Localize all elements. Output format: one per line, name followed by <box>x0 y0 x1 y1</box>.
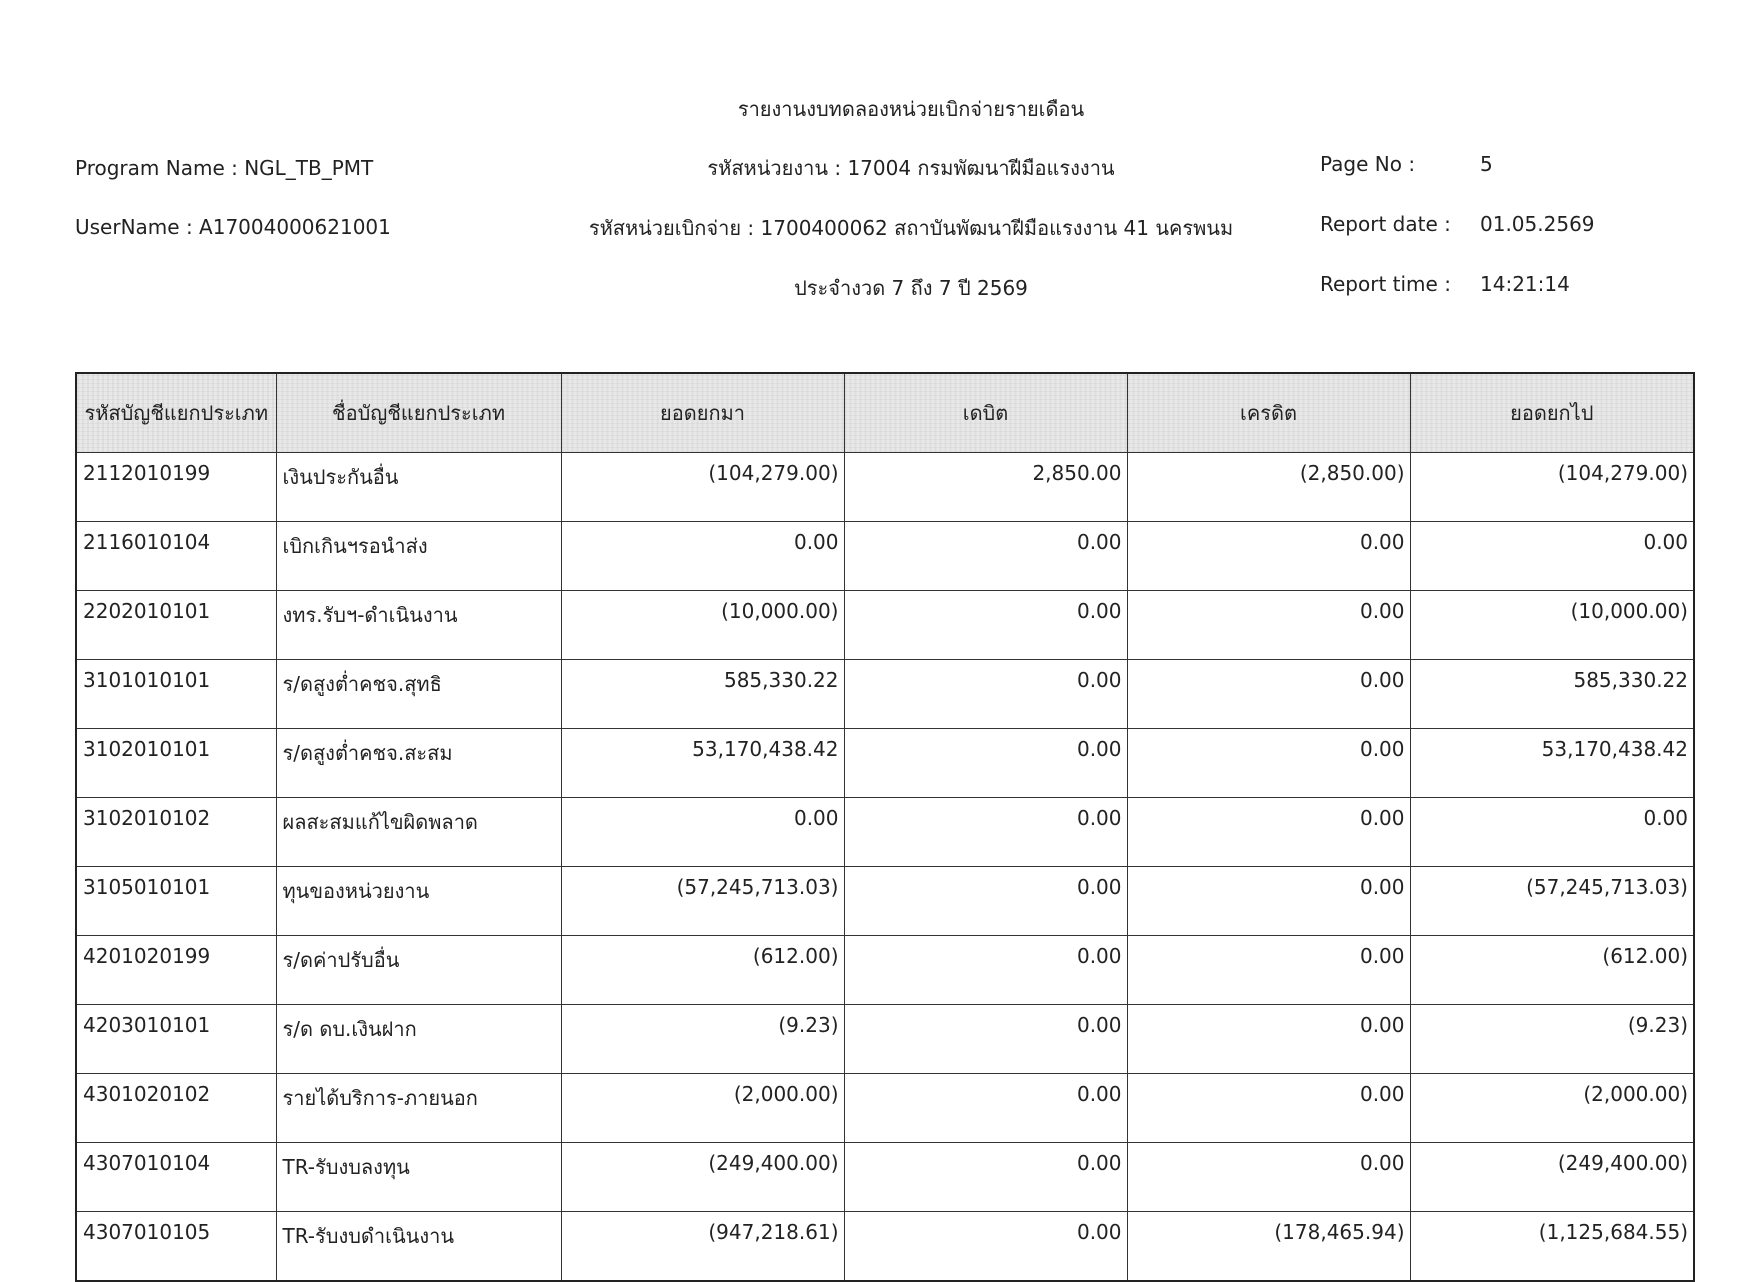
cell-closing-balance: 0.00 <box>1410 798 1694 867</box>
report-title: รายงานงบทดลองหน่วยเบิกจ่ายรายเดือน <box>737 97 1085 121</box>
cell-account-name: ผลสะสมแก้ไขผิดพลาด <box>276 798 561 867</box>
cell-opening-balance: (57,245,713.03) <box>561 867 844 936</box>
report-time-value: 14:21:14 <box>1480 272 1570 296</box>
cell-account-code: 3105010101 <box>76 867 276 936</box>
report-date-value: 01.05.2569 <box>1480 212 1595 236</box>
page-no-label: Page No : <box>1320 152 1416 176</box>
cell-opening-balance: (104,279.00) <box>561 453 844 522</box>
cell-closing-balance: (249,400.00) <box>1410 1143 1694 1212</box>
cell-debit: 0.00 <box>844 660 1127 729</box>
header-account-code: รหัสบัญชีแยกประเภท <box>76 373 276 453</box>
cell-account-code: 3102010101 <box>76 729 276 798</box>
cell-account-name: งทร.รับฯ-ดำเนินงาน <box>276 591 561 660</box>
table-row <box>76 660 1694 729</box>
cell-credit: 0.00 <box>1127 1074 1410 1143</box>
cell-opening-balance: (249,400.00) <box>561 1143 844 1212</box>
cell-opening-balance: (10,000.00) <box>561 591 844 660</box>
table-row <box>76 867 1694 936</box>
cell-debit: 0.00 <box>844 522 1127 591</box>
cell-closing-balance: (9.23) <box>1410 1005 1694 1074</box>
cell-credit: 0.00 <box>1127 867 1410 936</box>
table-row <box>76 522 1694 591</box>
cell-closing-balance: 53,170,438.42 <box>1410 729 1694 798</box>
cell-credit: (178,465.94) <box>1127 1212 1410 1282</box>
cell-credit: 0.00 <box>1127 522 1410 591</box>
cell-closing-balance: (2,000.00) <box>1410 1074 1694 1143</box>
agency-code: รหัสหน่วยงาน : 17004 กรมพัฒนาฝีมือแรงงาน <box>707 156 1115 180</box>
table-row <box>76 591 1694 660</box>
cell-debit: 0.00 <box>844 1143 1127 1212</box>
cell-credit: 0.00 <box>1127 729 1410 798</box>
cell-account-name: เงินประกันอื่น <box>276 453 561 522</box>
header-credit: เครดิต <box>1127 373 1410 453</box>
cell-debit: 2,850.00 <box>844 453 1127 522</box>
report-time-label: Report time : <box>1320 272 1451 296</box>
cell-debit: 0.00 <box>844 867 1127 936</box>
cell-account-name: TR-รับงบดำเนินงาน <box>276 1212 561 1282</box>
table-row <box>76 729 1694 798</box>
cell-closing-balance: (612.00) <box>1410 936 1694 1005</box>
cell-debit: 0.00 <box>844 591 1127 660</box>
cell-debit: 0.00 <box>844 1212 1127 1282</box>
cell-debit: 0.00 <box>844 798 1127 867</box>
cell-account-name: ร/ดสูงต่ำคชจ.สะสม <box>276 729 561 798</box>
header-opening-balance: ยอดยกมา <box>561 373 844 453</box>
user-name: UserName : A17004000621001 <box>75 215 391 239</box>
cell-credit: 0.00 <box>1127 591 1410 660</box>
cell-opening-balance: (9.23) <box>561 1005 844 1074</box>
program-name: Program Name : NGL_TB_PMT <box>75 156 374 180</box>
page-no-value: 5 <box>1480 152 1493 176</box>
cell-credit: 0.00 <box>1127 1143 1410 1212</box>
cell-opening-balance: 53,170,438.42 <box>561 729 844 798</box>
cell-account-name: ร/ด ดบ.เงินฝาก <box>276 1005 561 1074</box>
cell-account-code: 4307010105 <box>76 1212 276 1282</box>
report-period: ประจำงวด 7 ถึง 7 ปี 2569 <box>794 276 1028 300</box>
cell-debit: 0.00 <box>844 936 1127 1005</box>
cell-credit: 0.00 <box>1127 660 1410 729</box>
cell-credit: 0.00 <box>1127 936 1410 1005</box>
table-row <box>76 453 1694 522</box>
cell-closing-balance: (104,279.00) <box>1410 453 1694 522</box>
cell-opening-balance: (612.00) <box>561 936 844 1005</box>
cell-debit: 0.00 <box>844 729 1127 798</box>
cell-account-code: 2112010199 <box>76 453 276 522</box>
cell-account-name: รายได้บริการ-ภายนอก <box>276 1074 561 1143</box>
cell-closing-balance: (1,125,684.55) <box>1410 1212 1694 1282</box>
cell-credit: 0.00 <box>1127 1005 1410 1074</box>
disbursing-unit: รหัสหน่วยเบิกจ่าย : 1700400062 สถาบันพัฒนาฝีมือแรงงาน 41 นครพนม <box>588 216 1234 240</box>
cell-account-name: ทุนของหน่วยงาน <box>276 867 561 936</box>
cell-account-code: 3102010102 <box>76 798 276 867</box>
cell-credit: 0.00 <box>1127 798 1410 867</box>
cell-account-code: 2202010101 <box>76 591 276 660</box>
cell-opening-balance: (947,218.61) <box>561 1212 844 1282</box>
header-closing-balance: ยอดยกไป <box>1410 373 1694 453</box>
cell-account-code: 2116010104 <box>76 522 276 591</box>
cell-opening-balance: (2,000.00) <box>561 1074 844 1143</box>
cell-closing-balance: (57,245,713.03) <box>1410 867 1694 936</box>
cell-account-code: 4301020102 <box>76 1074 276 1143</box>
cell-account-name: เบิกเกินฯรอนำส่ง <box>276 522 561 591</box>
report-date-label: Report date : <box>1320 212 1451 236</box>
table-row <box>76 1005 1694 1074</box>
header-account-name: ชื่อบัญชีแยกประเภท <box>276 373 561 453</box>
cell-opening-balance: 0.00 <box>561 798 844 867</box>
cell-account-code: 4203010101 <box>76 1005 276 1074</box>
table-row <box>76 936 1694 1005</box>
cell-account-name: ร/ดสูงต่ำคชจ.สุทธิ <box>276 660 561 729</box>
table-row <box>76 1143 1694 1212</box>
cell-account-code: 3101010101 <box>76 660 276 729</box>
cell-credit: (2,850.00) <box>1127 453 1410 522</box>
table-header-row <box>76 373 1694 453</box>
trial-balance-table <box>75 372 1695 1282</box>
table-row <box>76 1212 1694 1282</box>
cell-closing-balance: (10,000.00) <box>1410 591 1694 660</box>
cell-opening-balance: 0.00 <box>561 522 844 591</box>
table-row <box>76 1074 1694 1143</box>
cell-account-code: 4307010104 <box>76 1143 276 1212</box>
cell-account-name: TR-รับงบลงทุน <box>276 1143 561 1212</box>
cell-account-code: 4201020199 <box>76 936 276 1005</box>
cell-debit: 0.00 <box>844 1005 1127 1074</box>
cell-closing-balance: 0.00 <box>1410 522 1694 591</box>
header-debit: เดบิต <box>844 373 1127 453</box>
cell-opening-balance: 585,330.22 <box>561 660 844 729</box>
cell-account-name: ร/ดค่าปรับอื่น <box>276 936 561 1005</box>
cell-debit: 0.00 <box>844 1074 1127 1143</box>
cell-closing-balance: 585,330.22 <box>1410 660 1694 729</box>
table-row <box>76 798 1694 867</box>
